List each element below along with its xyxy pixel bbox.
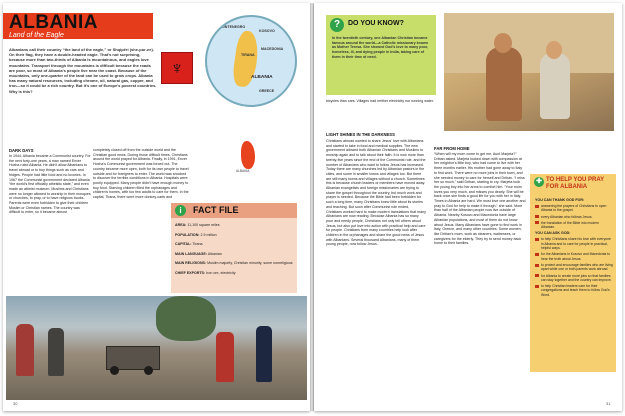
bullet-icon [535, 238, 539, 241]
photo-tree [156, 296, 216, 341]
bullet-icon [535, 274, 539, 277]
photo-person [48, 328, 64, 376]
list-item: every Albanian who follows Jesus. [535, 215, 613, 219]
fact-row-religions: MAIN RELIGIONS: Muslim majority, Christian minority, some nonreligious [175, 261, 293, 265]
photo-wall [444, 13, 614, 73]
bullet-icon [535, 264, 539, 267]
fact-file-box [171, 203, 297, 293]
page-number-left: 30 [13, 401, 18, 406]
did-you-know-box [326, 15, 436, 95]
page-title: ALBANIA [9, 12, 98, 33]
list-item: to help Christians share his love with everyone in Albania and to care for people in practical, helpful ways. [535, 237, 613, 250]
prayer-box-title: TO HELP YOU PRAY FOR ALBANIA [546, 177, 605, 190]
continued-text: bicycles than cars. Villages had neither electricity nor running water. [326, 99, 434, 103]
thank-heading: YOU CAN THANK GOD FOR: [535, 198, 585, 202]
dark-days-column-2: completely closed off from the outside world and the Christian good news. During those difficult times, Christians around the world prayed for Albania. Finally, in 1991, Enver Hoxha's Communist government was forced out. The country became more open, both for its own people to travel outside and for foreigners to enter. The world was shocked to discover the terrible conditions in Albania. Hospitals were poorly equipped. Many people didn't have enough money to buy food. Starving children filled the orphanages and children's homes, with too few adults to care for them. In the capital, Tirana, there were more donkey-carts and [93, 148, 189, 200]
fact-row-exports: CHIEF EXPORTS: Iron ore, electricity [175, 270, 236, 275]
mother-child-photo [444, 13, 614, 131]
did-you-know-title: DO YOU KNOW? [348, 20, 404, 27]
photo-person-woman [486, 47, 522, 121]
map-label-tirana: TIRANA [241, 53, 255, 57]
photo-person [216, 332, 234, 382]
photo-head [546, 41, 562, 59]
albania-map [205, 15, 297, 107]
intro-text: Albanians call their country “the land of the eagle,” or Shqipëri (she-pur-ee). On their flag, they have a double-headed eagle. That's not surprising, because more than two-thirds of Albania is mountainous, and eagles love mountains. Transport through the mountains is difficult because the roads are poor, so most of Albania's people live near the coast. Because of the mountains, only one-quarter of the land can be used to grow crops. Albania has many natural resources, including chrome, oil, natural gas, copper, and iron—so it could be a rich country. But it's one of Europe's poorest countries. Why is this? [9, 47, 157, 94]
page-number-right: 31 [606, 401, 611, 406]
far-from-home-column: “When will my mom come to get me, Aunt Marjeta?” Driban asked. Marjeta looked down with compassion at her neighbor's little boy, who had come to live with her three months earlier. His mother had gone away to Italy to find work. There were no more jobs in their town, and she needed money to care for herself and Driban. “I miss her so much,” said Driban, starting to cry. Marjeta took the young boy into her arms to comfort him. “Your mom loves you very much, and misses you dearly. She will be back once she finds a good life for you with her in Italy. Times in Albania are hard. We must love one another and pray to God for help to make it through,” she said. More than half of the Albanian people now live outside of Albania. Nearby Kosovo and Macedonia have large Albanian populations, and most of them do not know about Jesus. Many Albanians have gone to find work in Italy, Greece, and many other countries. Some women, like Driban's mom, work as cleaners, waitresses, or caregivers for the elderly. They try to send money back home to their families. [434, 152, 526, 246]
map-label-kosovo: KOSOVO [259, 29, 275, 33]
list-item: to protect and encourage families who are living apart while one or both parents work abroad. [535, 263, 613, 272]
page-subtitle: Land of the Eagle [9, 32, 64, 39]
list-item: to help Christian leaders care for their congregations and teach them to follow God's Word. [535, 284, 613, 297]
fact-row-population: POPULATION: 2.9 million [175, 232, 217, 237]
dark-days-heading: DARK DAYS [9, 148, 34, 153]
bullet-icon [535, 285, 539, 288]
map-label-albania: ALBANIA [251, 75, 273, 80]
fact-row-capital: CAPITAL: Tirana [175, 242, 203, 246]
fact-file-title: FACT FILE [193, 205, 239, 215]
fact-row-area: AREA: 11,100 square miles [175, 223, 220, 227]
eagle-icon: ♆ [170, 58, 184, 78]
photo-cart-wheel [110, 366, 119, 375]
photo-person [256, 326, 272, 382]
question-icon: ? [330, 18, 344, 32]
prayer-box [530, 174, 616, 372]
info-icon: i [175, 205, 186, 216]
photo-cart-wheel [144, 366, 153, 375]
photo-head [494, 33, 512, 53]
book-spread [3, 3, 622, 411]
far-from-home-heading: FAR FROM HOME [434, 146, 470, 151]
fact-row-language: MAIN LANGUAGE: Albanian [175, 251, 222, 256]
list-item: the translation of the Bible into modern Albanian. [535, 221, 613, 230]
map-label-macedonia: MACEDONIA [261, 47, 284, 51]
bullet-icon [535, 205, 539, 208]
light-column: Christians abroad wanted to share Jesus' love with Albanians and started to take in food and medical supplies. The new government allowed both Albanian Christians and Muslims to worship again and to talk about their faith. It is now more than twenty-five years since the end of the Communist rule, and the number of Albanians who want to follow Jesus has increased. Today there are many churches led by Albanian pastors in the cities, and some in smaller towns and villages too. But there are still many towns and villages without a church. Sometimes this is because church leaders or members have moved away. Albanian evangelists and foreign missionaries are trying to share the gospel throughout the country, but much work and prayer is needed. Because the Bible had been forbidden for such a long time, many Christians knew little about its stories and teaching. But soon after Communist rule ended, Christians worked hard to make modern translations that many Albanians are now reading. Because Albania has so many poor and needy people, Christians not only tell others about Jesus, but also put love into action with practical help and care for people. Christians from many countries help look after children in the orphanages and share the good news of Jesus with Albanians. Several thousand Albanians, many of them young people, now follow Jesus. [326, 139, 426, 247]
ask-heading: YOU CAN ASK GOD: [535, 231, 571, 236]
right-page [314, 3, 622, 411]
fact-file-body [175, 223, 293, 280]
prayer-icon: ✚ [534, 177, 544, 187]
list-item: for the Albanians in Kosovo and Macedonia to hear the truth about Jesus. [535, 252, 613, 261]
map-label-montenegro: MONTENEGRO [219, 25, 246, 29]
dark-days-column-1: In 1944, Albania became a Communist country. For the next forty-one years, a man named Enver Hoxha ruled Albania. He didn't allow Albanians to travel abroad or to buy things such as cars and fridges. People had little food and no luxuries. In 1967 the Communist government declared Albania “the world's first officially atheistic state,” and even made an atheist museum. Muslims and Christians were no longer allowed to worship in their mosques or churches, to pray, or to have religious books. Parents were even forbidden to give their children Muslim or Christian names. The country was difficult to enter, so it became almost [9, 154, 91, 215]
light-heading: LIGHT SHINES IN THE DARKNESS [326, 132, 395, 137]
albania-mini-map [241, 141, 255, 169]
bullet-icon [535, 221, 539, 224]
list-item: for Albania to create more jobs so that families can stay together and the country can improve. [535, 274, 613, 283]
left-page [3, 3, 310, 411]
street-photo [6, 296, 307, 400]
bullet-icon [535, 215, 539, 218]
photo-person [16, 324, 34, 376]
bullet-icon [535, 253, 539, 256]
map-label-greece: GREECE [259, 89, 275, 93]
did-you-know-body: In the twentieth century, one Albanian Christian became famous around the world—a Catholic missionary known as Mother Teresa. She showed God's love to many poor, homeless, ill, and dying people in India, taking care of them in their time of need. [332, 36, 429, 59]
albania-flag [161, 52, 193, 84]
prayer-box-body [535, 196, 613, 299]
mini-map-label: ALBANIA [236, 169, 250, 173]
list-item: answering the prayers of Christians to open Albania to the gospel. [535, 204, 613, 213]
photo-person-child [540, 53, 570, 119]
